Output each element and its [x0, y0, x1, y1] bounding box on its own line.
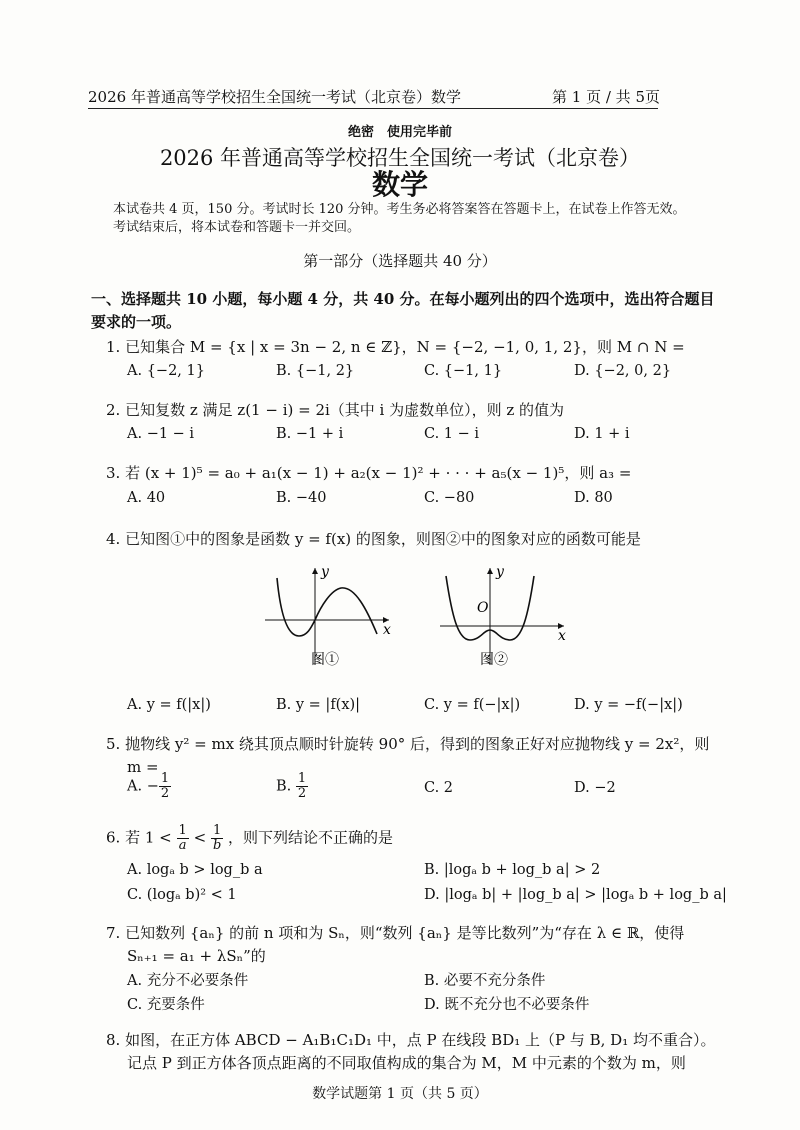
- question-6-fraction-1-denominator: a: [178, 838, 187, 853]
- question-6-option-b: B. |logₐ b + log_b a| > 2: [424, 862, 601, 878]
- question-6-option-c: C. (logₐ b)² < 1: [127, 887, 237, 903]
- question-1-option-d: D. {−2, 0, 2}: [574, 363, 672, 379]
- question-5-option-a-fraction: [159, 772, 171, 801]
- question-4-option-b: B. y = |f(x)|: [276, 697, 361, 713]
- question-8-stem-line-2: 记点 P 到正方体各顶点距离的不同取值构成的集合为 M，M 中元素的个数为 m，则: [127, 1054, 686, 1072]
- figure-2-y-arrow: [487, 568, 493, 574]
- figure-2-caption: 图②: [480, 652, 508, 668]
- question-6-option-d: D. |logₐ b| + |log_b a| > |logₐ b + log_b a|: [424, 887, 727, 903]
- question-5-option-b-denominator: 2: [297, 786, 307, 801]
- question-4-stem: 4. 已知图①中的图象是函数 y = f(x) 的图象，则图②中的图象对应的函数可能是: [106, 530, 641, 548]
- question-5-option-c: C. 2: [424, 780, 454, 796]
- question-3-option-b: B. −40: [276, 490, 327, 506]
- figure-2-origin-label: O: [477, 600, 489, 616]
- question-5-option-a-numerator: 1: [160, 771, 170, 786]
- question-6-stem-middle: <: [193, 828, 207, 847]
- question-6-stem: [106, 824, 393, 853]
- figure-2-x-label: x: [558, 628, 566, 644]
- question-3-stem: 3. 若 (x + 1)⁵ = a₀ + a₁(x − 1) + a₂(x − 1)² + · · · + a₅(x − 1)⁵，则 a₃ =: [106, 464, 632, 482]
- question-1-stem: 1. 已知集合 M = {x | x = 3n − 2, n ∈ ℤ}，N = {−2, −1, 0, 1, 2}，则 M ∩ N =: [106, 338, 685, 356]
- secret-mark: 绝密 使用完毕前: [347, 125, 452, 140]
- exam-title: 2026 年普通高等学校招生全国统一考试（北京卷）: [159, 146, 641, 170]
- question-3-option-c: C. −80: [424, 490, 475, 506]
- header-left: 2026 年普通高等学校招生全国统一考试（北京卷）数学: [88, 88, 461, 106]
- question-6-fraction-2-denominator: b: [212, 838, 222, 853]
- page-footer: 数学试题第 1 页（共 5 页）: [312, 1086, 488, 1102]
- figure-2-y-label: y: [496, 564, 504, 580]
- header-rule: [88, 108, 658, 109]
- question-6-fraction-1-numerator: 1: [178, 823, 187, 838]
- question-5-option-b-prefix: B.: [276, 778, 292, 795]
- header-right: 第 1 页 / 共 5页: [552, 88, 660, 106]
- question-7-option-b: B. 必要不充分条件: [424, 973, 546, 989]
- question-5-option-a-prefix: A. −: [127, 778, 159, 795]
- question-4-option-c: C. y = f(−|x|): [424, 697, 521, 713]
- question-5-stem-line-1: 5. 抛物线 y² = mx 绕其顶点顺时针旋转 90° 后，得到的图象正好对应抛物线 y = 2x²，则: [106, 735, 710, 753]
- question-1-option-a: A. {−2, 1}: [127, 363, 205, 379]
- section-line-2: 要求的一项。: [91, 313, 182, 331]
- question-2-option-a: A. −1 − i: [127, 426, 195, 442]
- question-7-option-d: D. 既不充分也不必要条件: [424, 997, 590, 1013]
- question-5-option-a: [127, 772, 171, 801]
- figure-1-curve: [277, 578, 377, 636]
- question-5-stem-line-2: m =: [127, 758, 159, 776]
- question-3-option-d: D. 80: [574, 490, 613, 506]
- question-3-option-a: A. 40: [127, 490, 166, 506]
- question-8-stem-line-1: 8. 如图，在正方体 ABCD − A₁B₁C₁D₁ 中，点 P 在线段 BD₁ 上（P 与 B, D₁ 均不重合）。: [106, 1031, 716, 1049]
- question-4-option-a: A. y = f(|x|): [127, 697, 211, 713]
- question-7-option-c: C. 充要条件: [127, 997, 205, 1013]
- figure-2-graph: [430, 560, 570, 672]
- part-title: 第一部分（选择题共 40 分）: [303, 252, 497, 270]
- question-1-option-b: B. {−1, 2}: [276, 363, 355, 379]
- intro-line-2: 考试结束后，将本试卷和答题卡一并交回。: [113, 220, 361, 235]
- question-5-option-d: D. −2: [574, 780, 616, 796]
- figure-1-y-label: y: [321, 564, 329, 580]
- question-7-option-a: A. 充分不必要条件: [127, 973, 249, 989]
- question-1-option-c: C. {−1, 1}: [424, 363, 503, 379]
- question-6-fraction-2-numerator: 1: [211, 824, 223, 839]
- intro-line-1: 本试卷共 4 页，150 分。考试时长 120 分钟。考生务必将答案答在答题卡上，在试卷上作答无效。: [113, 202, 686, 217]
- question-6-fraction-1: [177, 824, 189, 853]
- question-6-option-a: A. logₐ b > log_b a: [127, 862, 263, 878]
- question-5-option-a-denominator: 2: [160, 786, 170, 801]
- subject-title: 数学: [371, 168, 428, 201]
- question-5-option-b-numerator: 1: [297, 771, 307, 786]
- figure-1-caption: 图①: [311, 652, 339, 668]
- figure-1-x-label: x: [383, 622, 391, 638]
- question-6-stem-suffix: ，则下列结论不正确的是: [228, 828, 394, 847]
- figure-1-graph: [255, 560, 395, 672]
- question-2-option-b: B. −1 + i: [276, 426, 344, 442]
- question-7-stem-line-1: 7. 已知数列 {aₙ} 的前 n 项和为 Sₙ，则“数列 {aₙ} 是等比数列”为“存在 λ ∈ ℝ，使得: [106, 924, 685, 942]
- question-2-stem: 2. 已知复数 z 满足 z(1 − i) = 2i（其中 i 为虚数单位），则 z 的值为: [106, 401, 565, 419]
- question-4-option-d: D. y = −f(−|x|): [574, 697, 683, 713]
- figure-1-y-arrow: [312, 568, 318, 574]
- question-2-option-d: D. 1 + i: [574, 426, 630, 442]
- question-6-stem-prefix: 6. 若 1 <: [106, 828, 172, 847]
- question-7-stem-line-2: Sₙ₊₁ = a₁ + λSₙ”的: [127, 947, 266, 965]
- section-line-1: 一、选择题共 10 小题，每小题 4 分，共 40 分。在每小题列出的四个选项中，选出符合题目: [91, 290, 715, 308]
- question-6-fraction-2: [211, 824, 223, 853]
- question-5-option-b-fraction: [296, 772, 308, 801]
- question-5-option-b: [276, 772, 308, 801]
- question-2-option-c: C. 1 − i: [424, 426, 480, 442]
